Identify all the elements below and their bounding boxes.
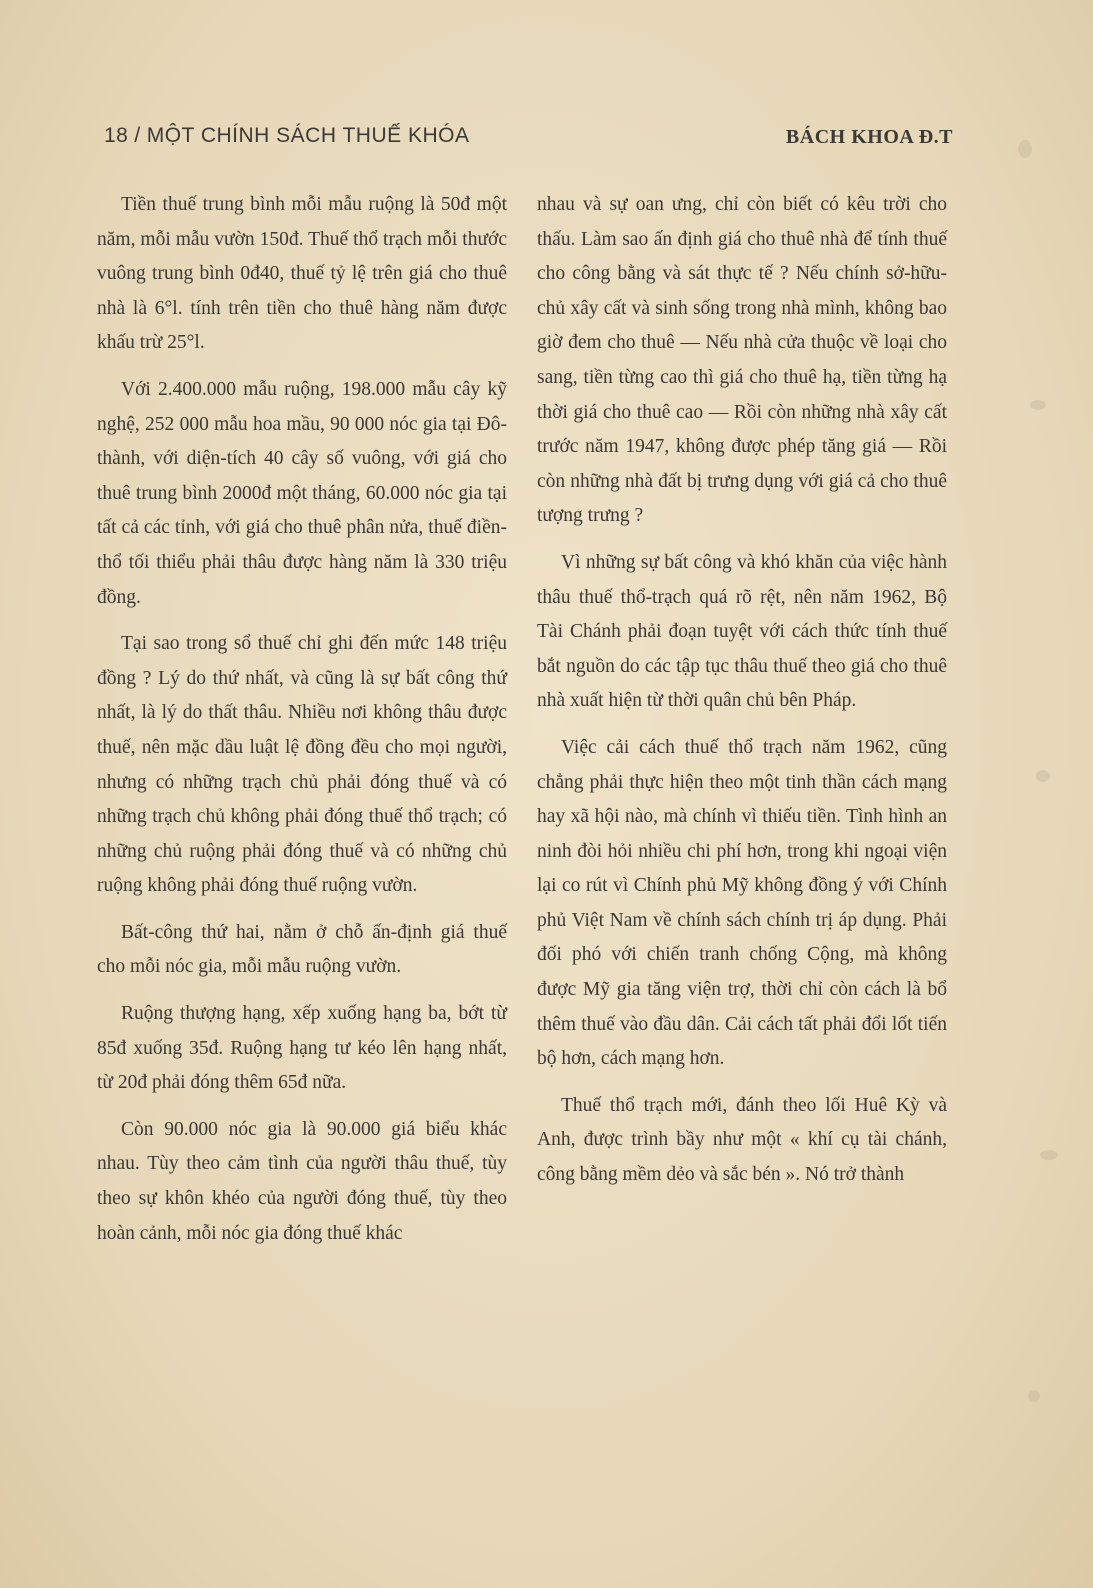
paragraph: Bất-công thứ hai, nằm ở chỗ ấn-định giá thuế cho mỗi nóc gia, mỗi mẫu ruộng vườn. (97, 921, 507, 978)
paper-stain (1040, 1150, 1058, 1160)
running-header (104, 124, 953, 158)
paragraph: nhau và sự oan ưng, chỉ còn biết có kêu trời cho thấu. Làm sao ấn định giá cho thuê nhà để tính thuế cho công bằng và sát thực tế ? Nếu chính sở-hữu-chủ xây cất và sinh sống trong nhà mình, không bao giờ đem cho thuê — Nếu nhà cửa thuộc về loại cho sang, tiền từng cao thì giá cho thuê hạ, tiền từng hạ thời giá cho thuê cao — Rồi còn những nhà xây cất trước năm 1947, không được phép tăng giá — Rồi còn những nhà đất bị trưng dụng với giá cả cho thuê tượng trưng ? (537, 194, 947, 527)
paragraph: Thuế thổ trạch mới, đánh theo lối Huê Kỳ và Anh, được trình bầy như một « khí cụ tài chánh, công bằng mềm dẻo và sắc bén ». Nó trở thành (537, 1094, 947, 1186)
left-column (97, 188, 507, 1263)
paper-stain (1028, 1390, 1040, 1402)
right-column (537, 188, 947, 1205)
paper-stain (1018, 140, 1032, 158)
paragraph: Còn 90.000 nóc gia là 90.000 giá biểu khác nhau. Tùy theo cảm tình của người thâu thuế, tùy theo sự khôn khéo của người đóng thuế, tùy theo hoàn cảnh, mỗi nóc gia đóng thuế khác (97, 1118, 507, 1244)
paragraph: Tiền thuế trung bình mỗi mẫu ruộng là 50đ một năm, mỗi mẫu vườn 150đ. Thuế thổ trạch mỗi thước vuông trung bình 0đ40, thuế tỷ lệ trên giá cho thuê nhà là 6°l. tính trên tiền cho thuê hàng năm được khấu trừ 25°l. (97, 194, 507, 354)
paragraph: Tại sao trong sổ thuế chỉ ghi đến mức 148 triệu đồng ? Lý do thứ nhất, và cũng là sự bất công thứ nhất, là lý do thất thâu. Nhiều nơi không thâu được thuế, nên mặc dầu luật lệ đồng đều cho mọi người, nhưng có những trạch chủ phải đóng thuế và có những trạch chủ không phải đóng thuế thổ trạch; có những chủ ruộng phải đóng thuế và có những chủ ruộng không phải đóng thuế ruộng vườn. (97, 633, 507, 897)
page-number: 18 (104, 124, 129, 147)
paper-stain (1030, 400, 1046, 410)
paragraph: Vì những sự bất công và khó khăn của việc hành thâu thuế thổ-trạch quá rõ rệt, nên năm 1962, Bộ Tài Chánh phải đoạn tuyệt với cách thức tính thuế bắt nguồn do các tập tục thâu thuế theo giá cho thuê nhà xuất hiện từ thời quân chủ bên Pháp. (537, 551, 947, 712)
header-separator: / (134, 124, 141, 147)
header-left (104, 124, 469, 148)
section-title: MỘT CHÍNH SÁCH THUẾ KHÓA (146, 124, 470, 147)
paragraph: Ruộng thượng hạng, xếp xuống hạng ba, bớt từ 85đ xuống 35đ. Ruộng hạng tư kéo lên hạng nhất, từ 20đ phải đóng thêm 65đ nữa. (97, 1003, 507, 1094)
paragraph: Việc cải cách thuế thổ trạch năm 1962, cũng chẳng phải thực hiện theo một tinh thần cách mạng hay xã hội nào, mà chính vì thiếu tiền. Tình hình an ninh đòi hỏi nhiều chi phí hơn, trong khi ngoại viện lại co rút vì Chính phủ Mỹ không đồng ý với Chính phủ Việt Nam về chính sách chính trị áp dụng. Phải đối phó với chiến tranh chống Cộng, mà không được Mỹ gia tăng viện trợ, thời chỉ còn cách là bổ thêm thuế vào đầu dân. Cải cách tất phải đổi lốt tiến bộ hơn, cách mạng hơn. (537, 736, 947, 1070)
paper-stain (1036, 770, 1050, 782)
paragraph: Với 2.400.000 mẫu ruộng, 198.000 mẫu cây kỹ nghệ, 252 000 mẫu hoa mầu, 90 000 nóc gia tại Đô-thành, với diện-tích 40 cây số vuông, với giá cho thuê trung bình 2000đ một tháng, 60.000 nóc gia tại tất cả các tỉnh, với giá cho thuê phân nửa, thuế điền-thổ tối thiểu phải thâu được hàng năm là 330 triệu đồng. (97, 378, 507, 608)
publication-name: BÁCH KHOA Đ.T (785, 126, 953, 148)
